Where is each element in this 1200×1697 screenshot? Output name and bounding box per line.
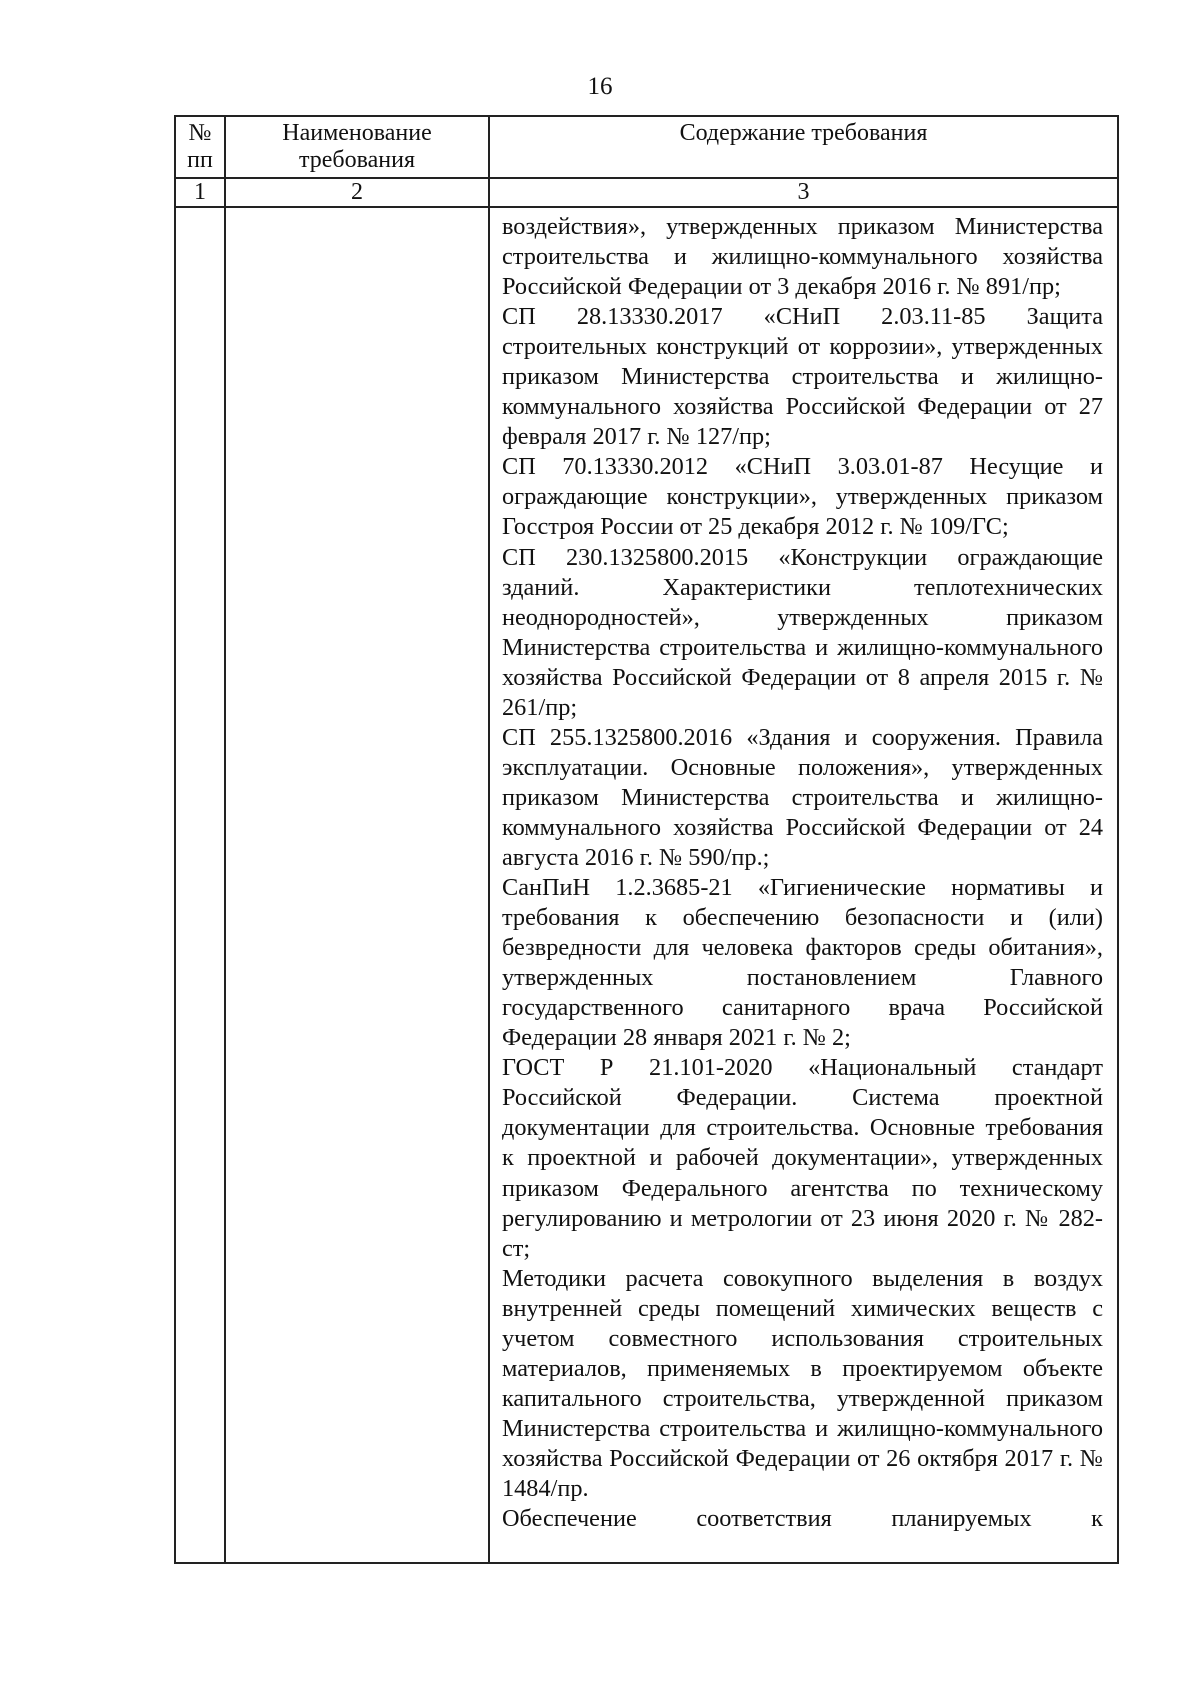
requirement-paragraph: ГОСТ Р 21.101-2020 «Национальный стандарт Российской Федерации. Система проектной документации для строительства. Основные требования к проектной и рабочей документации», утвержденных приказом Федерального агентства по техническому регулированию и метрологии от 23 июня 2020 г. № 282-ст; xyxy=(502,1054,1103,1262)
column-number-2: 2 xyxy=(225,178,489,207)
column-numbers-row xyxy=(175,178,1118,207)
header-number: № пп xyxy=(175,116,225,178)
table-row xyxy=(175,207,1118,1563)
requirement-paragraph: СанПиН 1.2.3685-21 «Гигиенические нормативы и требования к обеспечению безопасности и (или) безвредности для человека факторов среды обитания», утвержденных постановлением Главного государственного санитарного врача Российской Федерации 28 января 2021 г. № 2; xyxy=(502,874,1103,1052)
requirement-paragraph: СП 255.1325800.2016 «Здания и сооружения. Правила эксплуатации. Основные положения», утвержденных приказом Министерства строительства и жилищно-коммунального хозяйства Российской Федерации от 24 августа 2016 г. № 590/пр.; xyxy=(502,723,1103,871)
page-number: 16 xyxy=(587,73,613,100)
column-number-1: 1 xyxy=(175,178,225,207)
requirement-paragraph: СП 70.13330.2012 «СНиП 3.03.01-87 Несущие и ограждающие конструкции», утвержденных приказом Госстроя России от 25 декабря 2012 г. № 109/ГС; xyxy=(502,453,1103,541)
header-requirement-name: Наименование требования xyxy=(225,116,489,178)
requirement-paragraph: Обеспечение соответствия планируемых к xyxy=(502,1505,1103,1533)
header-requirement-content: Содержание требования xyxy=(489,116,1118,178)
row-name-cell xyxy=(225,207,489,1563)
row-content-cell xyxy=(489,207,1118,1563)
requirement-paragraph: СП 230.1325800.2015 «Конструкции ограждающие зданий. Характеристики теплотехнических неоднородностей», утвержденных приказом Министерства строительства и жилищно-коммунального хозяйства Российской Федерации от 8 апреля 2015 г. № 261/пр; xyxy=(502,543,1103,721)
table-header-row xyxy=(175,116,1118,178)
requirements-table xyxy=(174,115,1119,1564)
requirement-paragraph: Методики расчета совокупного выделения в воздух внутренней среды помещений химических веществ с учетом совместного использования строительных материалов, применяемых в проектируемом объекте капитального строительства, утвержденной приказом Министерства строительства и жилищно-коммунального хозяйства Российской Федерации от 26 октября 2017 г. № 1484/пр. xyxy=(502,1264,1103,1502)
row-number-cell xyxy=(175,207,225,1563)
requirement-paragraph: СП 28.13330.2017 «СНиП 2.03.11-85 Защита строительных конструкций от коррозии», утвержденных приказом Министерства строительства и жилищно-коммунального хозяйства Российской Федерации от 27 февраля 2017 г. № 127/пр; xyxy=(502,303,1103,451)
requirement-paragraph: воздействия», утвержденных приказом Министерства строительства и жилищно-коммунального хозяйства Российской Федерации от 3 декабря 2016 г. № 891/пр; xyxy=(502,213,1103,301)
column-number-3: 3 xyxy=(489,178,1118,207)
